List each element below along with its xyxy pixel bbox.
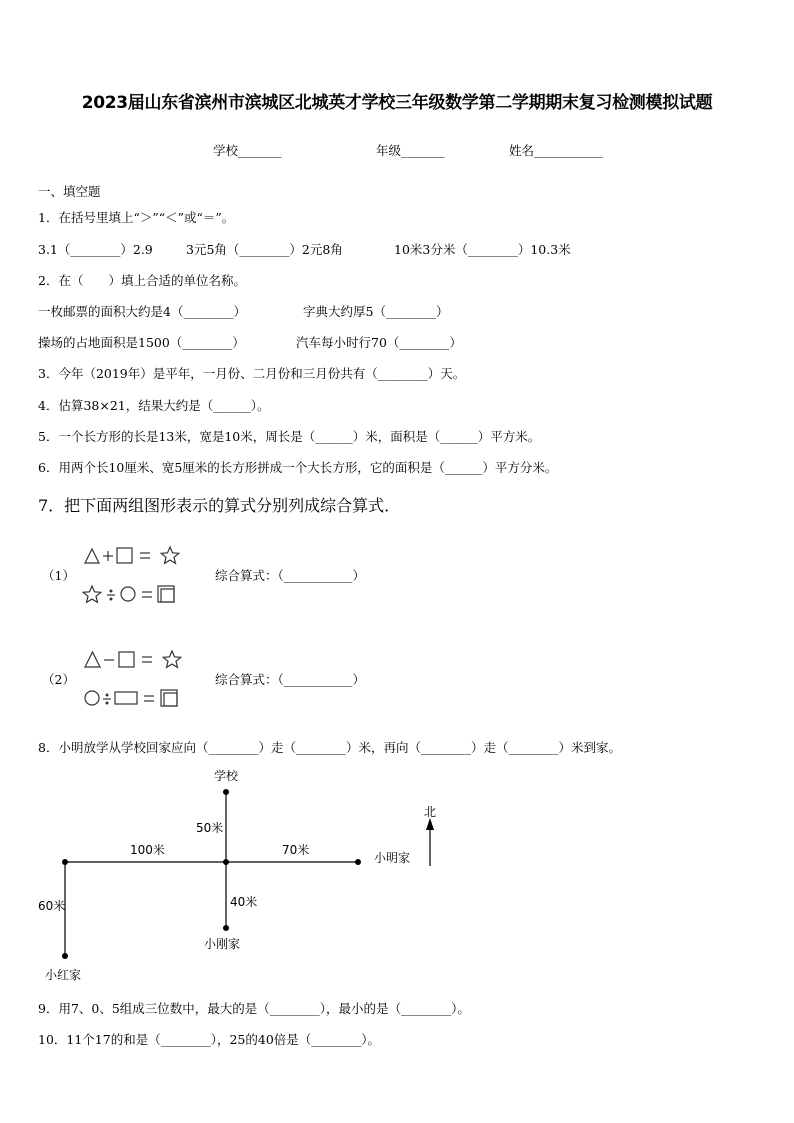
q7-part1-label: （1） xyxy=(42,568,75,583)
question-6: 6．用两个长10厘米、宽5厘米的长方形拼成一个大长方形，它的面积是（______）平方分米。 xyxy=(38,460,558,475)
question-1-c: 10米3分米（________）10.3米 xyxy=(394,242,571,257)
label-distance-60: 60米 xyxy=(38,899,66,913)
label-school: 学校 xyxy=(214,769,239,783)
q7-part2-answer: 综合算式：（___________） xyxy=(215,672,366,687)
question-3: 3．今年（2019年）是平年，一月份、二月份和三月份共有（________）天。 xyxy=(38,366,466,381)
question-2-d: 汽车每小时行70（________） xyxy=(296,335,462,350)
xiaogang-home-point xyxy=(223,925,229,931)
label-distance-50: 50米 xyxy=(196,821,224,835)
question-1: 1．在括号里填上“＞”“＜”或“＝”。 xyxy=(38,210,235,225)
question-2: 2．在（ ）填上合适的单位名称。 xyxy=(38,273,246,288)
xiaohong-home-point xyxy=(62,953,68,959)
question-1-a: 3.1（________）2.9 xyxy=(38,242,153,257)
crossroad-point xyxy=(223,859,229,865)
q7-part1-answer: 综合算式：（___________） xyxy=(215,568,366,583)
question-2-c: 操场的占地面积是1500（________） xyxy=(38,335,245,350)
question-2-b: 字典大约厚5（________） xyxy=(303,304,449,319)
label-xiaogang-home: 小刚家 xyxy=(204,937,241,951)
star-icon xyxy=(163,651,181,667)
square-icon xyxy=(117,548,132,563)
label-distance-40: 40米 xyxy=(230,895,258,909)
section-heading: 一、填空题 xyxy=(38,184,101,199)
question-1-b: 3元5角（________）2元8角 xyxy=(186,242,343,257)
name-field: 姓名___________ xyxy=(509,143,603,158)
q7-part2-figure xyxy=(82,646,187,712)
xiaoming-home-point xyxy=(355,859,361,865)
north-arrow-icon xyxy=(426,818,434,866)
label-distance-70: 70米 xyxy=(282,843,310,857)
label-xiaohong-home: 小红家 xyxy=(45,968,82,982)
question-2-a: 一枚邮票的面积大约是4（________） xyxy=(38,304,246,319)
label-north: 北 xyxy=(424,805,437,819)
route-map xyxy=(0,760,794,990)
question-10: 10．11个17的和是（________），25的40倍是（________）。 xyxy=(38,1032,381,1047)
question-9: 9．用7、0、5组成三位数中，最大的是（________），最小的是（________）。 xyxy=(38,1001,470,1016)
school-point xyxy=(223,789,229,795)
label-xiaoming-home: 小明家 xyxy=(374,851,411,865)
page-title: 2023届山东省滨州市滨城区北城英才学校三年级数学第二学期期末复习检测模拟试题 xyxy=(81,93,713,113)
star-icon xyxy=(161,547,179,563)
circle-icon xyxy=(121,587,135,601)
question-5: 5．一个长方形的长是13米，宽是10米，周长是（______）米，面积是（______）平方米。 xyxy=(38,429,541,444)
circle-icon xyxy=(85,691,99,705)
rectangle-icon xyxy=(115,692,137,704)
grade-field: 年级_______ xyxy=(376,143,445,158)
label-distance-100: 100米 xyxy=(130,843,165,857)
star-icon xyxy=(83,586,101,602)
school-field: 学校_______ xyxy=(213,143,282,158)
triangle-icon xyxy=(85,652,100,667)
question-8: 8．小明放学从学校回家应向（________）走（________）米，再向（________）走（________）米到家。 xyxy=(38,740,621,755)
square-icon xyxy=(119,652,134,667)
corner-point xyxy=(62,859,68,865)
q7-part2-label: （2） xyxy=(42,672,75,687)
question-4: 4．估算38×21，结果大约是（______）。 xyxy=(38,398,270,413)
q7-part1-figure xyxy=(82,542,187,608)
triangle-icon xyxy=(85,549,99,563)
question-7: 7．把下面两组图形表示的算式分别列成综合算式． xyxy=(38,496,401,515)
